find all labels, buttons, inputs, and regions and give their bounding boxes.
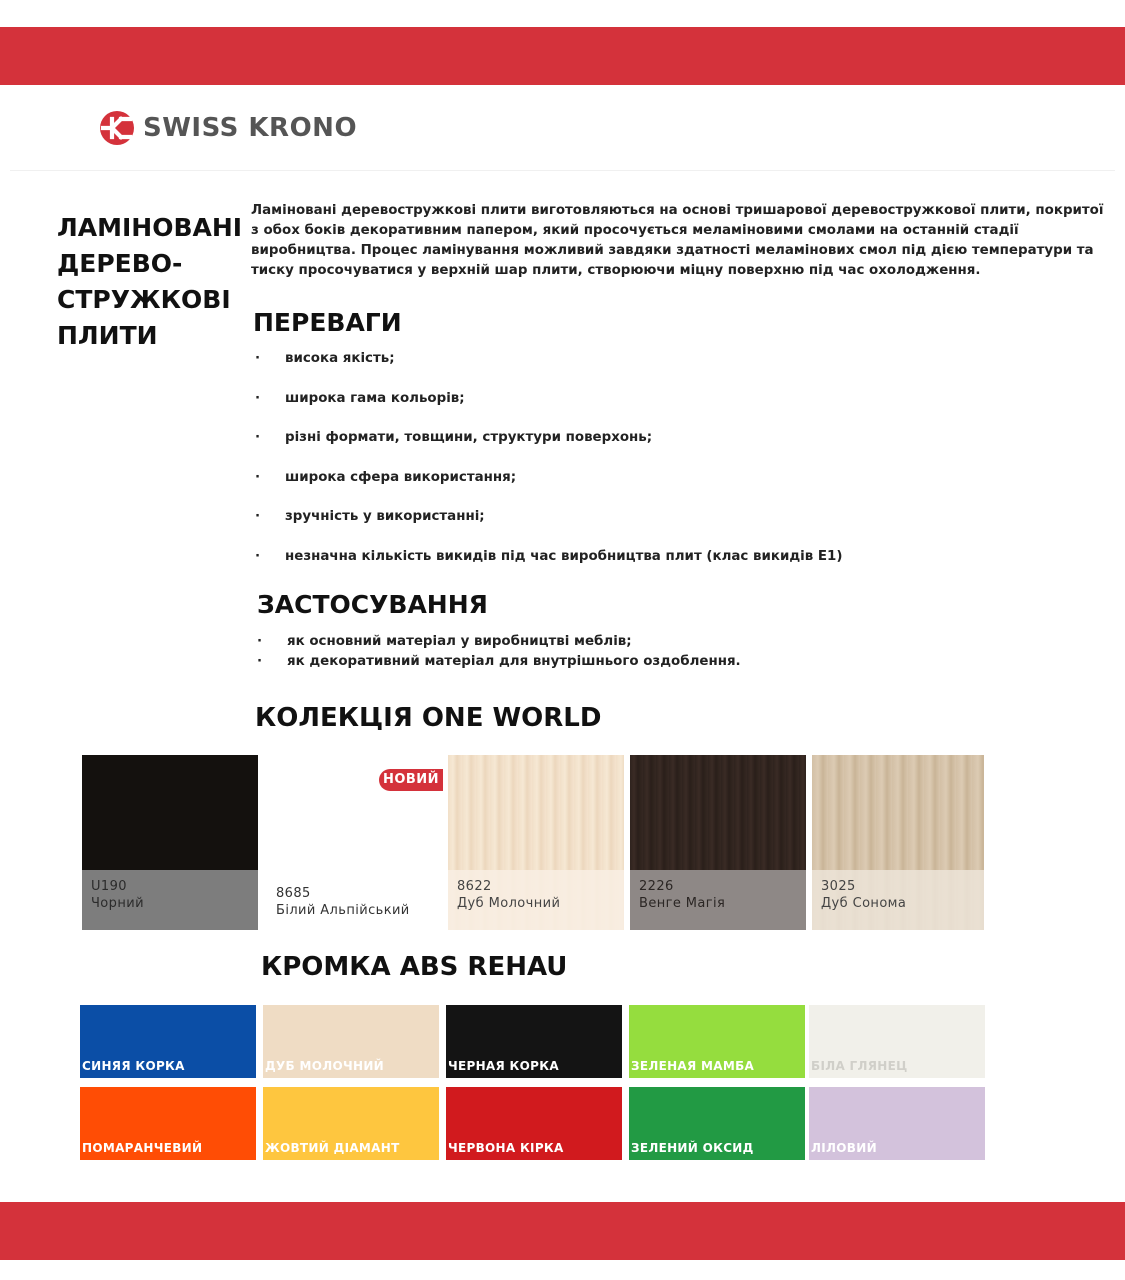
advantages-title: ПЕРЕВАГИ <box>253 308 402 337</box>
list-item <box>257 652 741 672</box>
bottom-red-band <box>0 1202 1125 1260</box>
swatch-caption <box>82 870 258 930</box>
bullet-icon: · <box>257 654 263 669</box>
list-item <box>255 468 842 508</box>
swatch-name: Венге Магія <box>639 896 726 911</box>
list-item <box>255 547 843 587</box>
edge-swatch <box>629 1087 805 1160</box>
list-item <box>257 632 741 652</box>
edge-label: СИНЯЯ КОРКА <box>82 1059 185 1073</box>
intro-paragraph: Ламіновані деревостружкові плити виготовляються на основі тришарової деревостружкової плити, покритої з обох боків декоративним папером, який просочується меламіновими смолами на останній стадії виробництва. Процес ламінування можливий завдяки здатності меламінових смол під дією температури та тиску просочуватися у верхній шар плити, створюючи міцну поверхню під час охолодження. <box>251 203 1104 278</box>
edge-swatch <box>263 1005 439 1078</box>
side-title <box>57 210 242 354</box>
decor-swatch-2226 <box>630 755 806 930</box>
decor-swatch-u190 <box>82 755 258 930</box>
side-title-line: СТРУЖКОВІ <box>57 285 231 314</box>
edge-label: ЧЕРВОНА КІРКА <box>448 1141 564 1155</box>
list-item-text: як основний матеріал у виробництві меблів; <box>287 634 632 649</box>
swatch-name: Білий Альпійський <box>276 903 410 918</box>
swiss-krono-mark-icon <box>99 110 135 146</box>
swatch-caption <box>630 870 806 930</box>
edge-label: БІЛА ГЛЯНЕЦ <box>811 1059 908 1073</box>
bullet-icon: · <box>255 548 261 564</box>
swatch-caption <box>812 870 984 930</box>
swiss-krono-logo <box>99 110 357 146</box>
list-item-text: зручність у використанні; <box>285 509 485 524</box>
list-item-text: незначна кількість викидів під час виробництва плит (клас викидів Е1) <box>285 548 843 564</box>
edge-label: ЗЕЛЕНИЙ ОКСИД <box>631 1141 754 1155</box>
swatch-name: Дуб Молочний <box>457 896 561 911</box>
decor-swatch-3025 <box>812 755 984 930</box>
list-item <box>255 349 842 389</box>
collection-title: КОЛЕКЦІЯ ONE WORLD <box>255 703 602 733</box>
advantages-list <box>255 349 843 586</box>
swatch-code: U190 <box>91 879 127 894</box>
swatch-code: 3025 <box>821 879 856 894</box>
edge-swatch <box>80 1087 256 1160</box>
decor-swatch-8622 <box>448 755 624 930</box>
swatch-code: 8622 <box>457 879 492 894</box>
bullet-icon: · <box>255 351 261 366</box>
edge-label: ЖОВТИЙ ДІАМАНТ <box>265 1141 400 1155</box>
side-title-line: ДЕРЕВО- <box>57 249 183 278</box>
top-red-band <box>0 27 1125 85</box>
application-title: ЗАСТОСУВАННЯ <box>257 590 488 619</box>
new-badge: НОВИЙ <box>379 769 443 791</box>
edge-swatch <box>80 1005 256 1078</box>
edge-swatch <box>809 1005 985 1078</box>
edging-title: КРОМКА ABS REHAU <box>261 952 568 982</box>
edge-swatch <box>446 1005 622 1078</box>
edge-label: ЧЕРНАЯ КОРКА <box>448 1059 559 1073</box>
brand-name: SWISS KRONO <box>143 113 358 143</box>
swatch-code: 8685 <box>276 886 311 901</box>
swatch-code: 2226 <box>639 879 674 894</box>
list-item <box>255 428 842 468</box>
swatch-name: Чорний <box>91 896 144 911</box>
edge-label: ПОМАРАНЧЕВИЙ <box>82 1141 203 1155</box>
edge-swatch <box>809 1087 985 1160</box>
bullet-icon: · <box>255 430 261 445</box>
application-list <box>257 632 741 672</box>
swatch-caption <box>448 870 624 930</box>
header-divider <box>10 170 1115 171</box>
list-item-text: висока якість; <box>285 351 395 366</box>
edge-swatch <box>629 1005 805 1078</box>
edge-label: ЗЕЛЕНАЯ МАМБА <box>631 1059 755 1073</box>
list-item-text: широка гама кольорів; <box>285 390 465 406</box>
list-item <box>255 507 842 547</box>
edge-swatch <box>446 1087 622 1160</box>
edge-label: ЛІЛОВИЙ <box>811 1141 877 1155</box>
swatch-name: Дуб Сонома <box>821 896 907 911</box>
bullet-icon: · <box>255 390 261 406</box>
side-title-line: ЛАМІНОВАНІ <box>57 213 243 242</box>
side-title-line: ПЛИТИ <box>57 321 158 350</box>
bullet-icon: · <box>257 634 263 649</box>
bullet-icon: · <box>255 509 261 524</box>
edge-label: ДУБ МОЛОЧНИЙ <box>265 1059 385 1073</box>
list-item-text: різні формати, товщини, структури поверхонь; <box>285 430 653 445</box>
list-item-text: широка сфера використання; <box>285 469 517 485</box>
list-item-text: як декоративний матеріал для внутрішнього оздоблення. <box>287 654 741 669</box>
swatch-caption <box>267 870 443 930</box>
bullet-icon: · <box>255 469 261 485</box>
list-item <box>255 389 842 429</box>
edge-swatch <box>263 1087 439 1160</box>
